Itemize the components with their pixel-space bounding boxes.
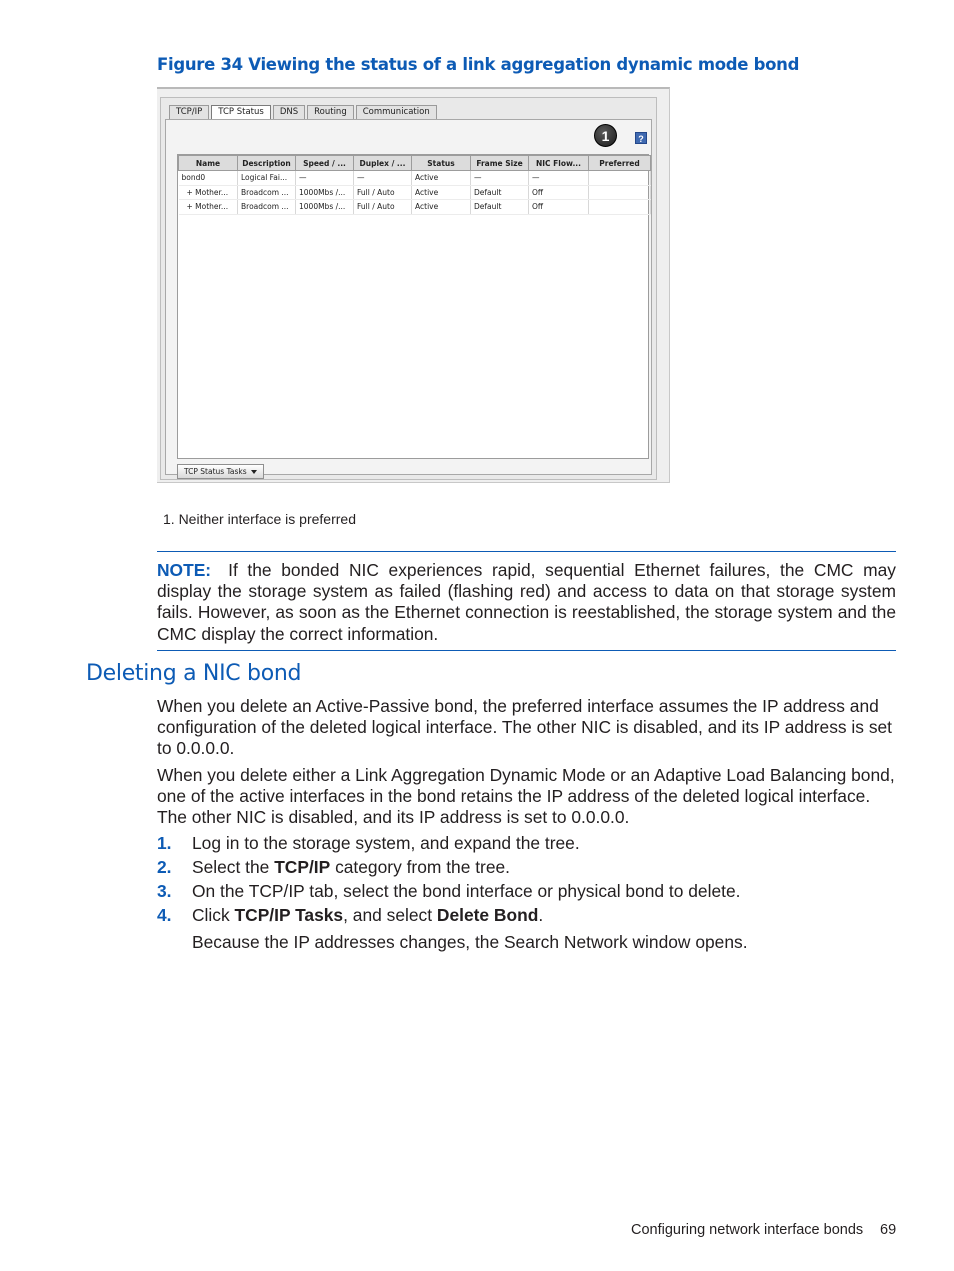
step-ui-term: Delete Bond bbox=[436, 905, 539, 925]
table-cell: Active bbox=[412, 171, 471, 186]
table-cell: Off bbox=[529, 185, 589, 200]
tab-tcp-ip[interactable]: TCP/IP bbox=[169, 105, 209, 119]
step-number: 2. bbox=[157, 857, 172, 877]
procedure-steps bbox=[157, 833, 899, 929]
paragraph: When you delete an Active-Passive bond, the preferred interface assumes the IP address and configuration of the deleted logical interface. The other NIC is disabled, and its IP address is set to 0.0.0.0. bbox=[157, 696, 893, 758]
step-text: category from the tree. bbox=[330, 857, 511, 877]
table-cell: Broadcom ... bbox=[238, 185, 296, 200]
table-cell: Off bbox=[529, 200, 589, 215]
step-ui-term: TCP/IP Tasks bbox=[234, 905, 344, 925]
table-cell: Default bbox=[471, 200, 529, 215]
table-cell: Full / Auto bbox=[354, 200, 412, 215]
table-cell: + Mother... bbox=[179, 200, 238, 215]
step-text: Click bbox=[192, 905, 235, 925]
step-number: 4. bbox=[157, 905, 172, 925]
status-table bbox=[177, 154, 649, 459]
table-cell: — bbox=[529, 171, 589, 186]
step-ui-term: TCP/IP bbox=[274, 857, 331, 877]
paragraph: When you delete either a Link Aggregation Dynamic Mode or an Adaptive Load Balancing bond, one of the active interfaces in the bond retains the IP address of the deleted logical interface. The other NIC is disabled, and its IP address is set to 0.0.0.0. bbox=[157, 765, 895, 827]
table-cell: Active bbox=[412, 200, 471, 215]
tcp-status-tasks-button[interactable] bbox=[177, 464, 264, 479]
table-cell: — bbox=[354, 171, 412, 186]
note-label: NOTE: bbox=[157, 560, 212, 580]
table-cell: 1000Mbs /... bbox=[296, 185, 354, 200]
tab-content bbox=[165, 119, 652, 475]
table-cell: Broadcom ... bbox=[238, 200, 296, 215]
column-header[interactable]: Speed / ... bbox=[296, 156, 354, 171]
column-header[interactable]: Status bbox=[412, 156, 471, 171]
step-text: . bbox=[538, 905, 544, 925]
list-item bbox=[157, 857, 899, 881]
list-item bbox=[157, 881, 899, 905]
step-result: Because the IP addresses changes, the Search Network window opens. bbox=[192, 932, 748, 952]
table-header-row bbox=[179, 156, 651, 171]
page-number: 69 bbox=[880, 1222, 897, 1238]
table-cell: Default bbox=[471, 185, 529, 200]
table-cell: bond0 bbox=[179, 171, 238, 186]
table-cell bbox=[589, 200, 651, 215]
column-header[interactable]: Name bbox=[179, 156, 238, 171]
tab-bar bbox=[169, 105, 437, 119]
table-cell: — bbox=[471, 171, 529, 186]
step-text: Log in to the storage system, and expand the tree. bbox=[192, 833, 580, 853]
tab-routing[interactable]: Routing bbox=[307, 105, 354, 119]
table-cell: Logical Fai... bbox=[238, 171, 296, 186]
table-cell: 1000Mbs /... bbox=[296, 200, 354, 215]
step-text: Select the bbox=[192, 857, 275, 877]
note-text: If the bonded NIC experiences rapid, sequential Ethernet failures, the CMC may display the storage system as failed (flashing red) and access to data on that storage system fails. However, as soon as the Ethernet connection is reestablished, the storage system and the CMC display the correct information. bbox=[157, 560, 896, 644]
tcp-status-panel bbox=[160, 97, 657, 480]
figure-caption: Figure 34 Viewing the status of a link aggregation dynamic mode bond bbox=[157, 55, 800, 74]
list-item bbox=[157, 905, 899, 929]
column-header[interactable]: Preferred bbox=[589, 156, 651, 171]
table-cell: Full / Auto bbox=[354, 185, 412, 200]
column-header[interactable]: Duplex / ... bbox=[354, 156, 412, 171]
table-cell: + Mother... bbox=[179, 185, 238, 200]
callout-marker: 1 bbox=[594, 124, 617, 147]
step-number: 3. bbox=[157, 881, 172, 901]
section-heading: Deleting a NIC bond bbox=[86, 661, 302, 686]
step-text: On the TCP/IP tab, select the bond interface or physical bond to delete. bbox=[192, 881, 741, 901]
list-item bbox=[157, 833, 899, 857]
tab-dns[interactable]: DNS bbox=[273, 105, 305, 119]
step-number: 1. bbox=[157, 833, 172, 853]
column-header[interactable]: Frame Size bbox=[471, 156, 529, 171]
table-cell bbox=[589, 185, 651, 200]
table-cell: — bbox=[296, 171, 354, 186]
column-header[interactable]: NIC Flow... bbox=[529, 156, 589, 171]
table-row[interactable] bbox=[179, 185, 651, 200]
step-text: , and select bbox=[343, 905, 437, 925]
note-box bbox=[157, 551, 896, 651]
figure-footnote: 1. Neither interface is preferred bbox=[163, 511, 356, 527]
table-cell bbox=[589, 171, 651, 186]
help-icon[interactable]: ? bbox=[635, 132, 647, 144]
figure-screenshot bbox=[157, 87, 670, 483]
tab-tcp-status[interactable]: TCP Status bbox=[211, 105, 271, 119]
tab-communication[interactable]: Communication bbox=[356, 105, 437, 119]
chevron-down-icon bbox=[251, 470, 257, 474]
column-header[interactable]: Description bbox=[238, 156, 296, 171]
tasks-button-label: TCP Status Tasks bbox=[184, 467, 247, 476]
footer-title: Configuring network interface bonds bbox=[631, 1222, 864, 1238]
table-row[interactable] bbox=[179, 171, 651, 186]
table-row[interactable] bbox=[179, 200, 651, 215]
table-cell: Active bbox=[412, 185, 471, 200]
